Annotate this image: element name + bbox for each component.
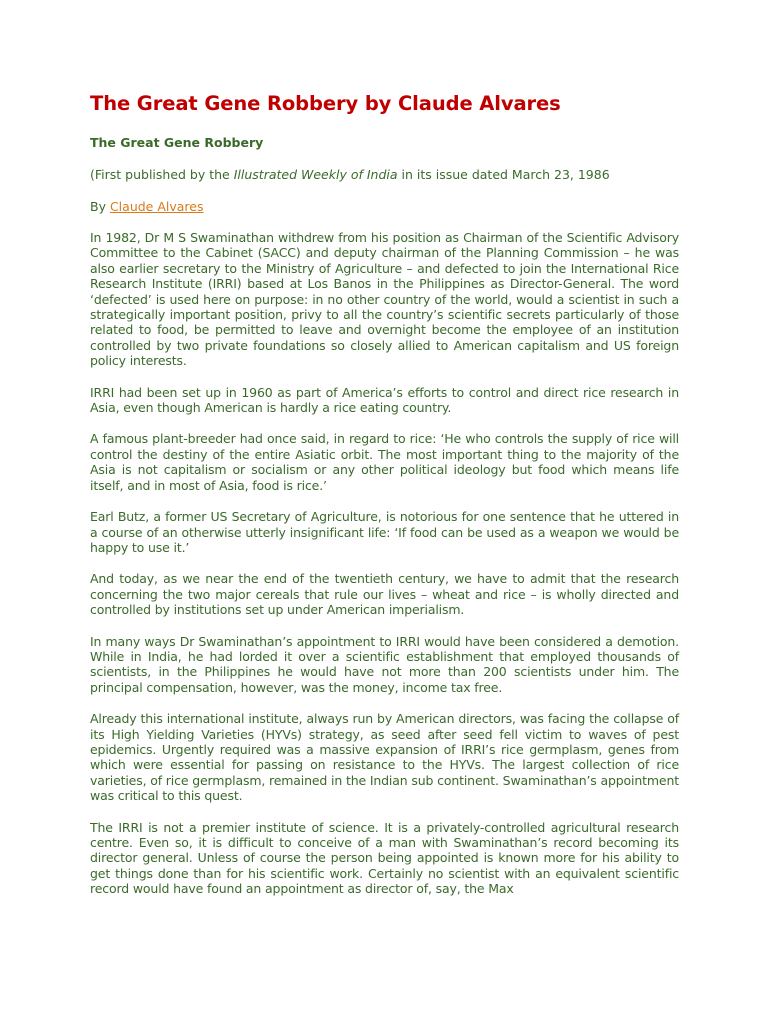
publication-note — [90, 166, 679, 183]
byline-prefix: By — [90, 199, 110, 214]
paragraph: A famous plant-breeder had once said, in regard to rice: ‘He who controls the supply of rice will control the destiny of the entire Asiatic orbit. The most important thing to the majority of the Asia is not capitalism or socialism or any other political ideology but food which means life itself, and in most of Asia, food is rice.’ — [90, 431, 679, 493]
paragraph: The IRRI is not a premier institute of science. It is a privately-controlled agricultural research centre. Even so, it is difficult to conceive of a man with Swaminathan’s record becoming its director general. Unless of course the person being appointed is known more for his ability to get things done than for his scientific work. Certainly no scientist with an equivalent scientific record would have found an appointment as director of, say, the Max — [90, 819, 679, 897]
paragraph: In many ways Dr Swaminathan’s appointment to IRRI would have been considered a demotion. While in India, he had lorded it over a scientific establishment that employed thousands of scientists, in the Philippines he would have not more than 200 scientists under him. The principal compensation, however, was the money, income tax free. — [90, 633, 679, 695]
paragraph: Earl Butz, a former US Secretary of Agriculture, is notorious for one sentence that he uttered in a course of an otherwise utterly insignificant life: ‘If food can be used as a weapon we would be happy to use it.’ — [90, 509, 679, 555]
publication-note-suffix: in its issue dated March 23, 1986 — [397, 167, 610, 182]
paragraph: And today, as we near the end of the twentieth century, we have to admit that the research concerning the two major cereals that rule our lives – wheat and rice – is wholly directed and controlled by institutions set up under American imperialism. — [90, 571, 679, 618]
author-link[interactable]: Claude Alvares — [109, 199, 204, 214]
article-page — [90, 88, 679, 913]
article-subtitle: The Great Gene Robbery — [90, 135, 264, 150]
byline — [90, 198, 679, 215]
publication-name: Illustrated Weekly of India — [233, 167, 398, 182]
paragraph: Already this international institute, always run by American directors, was facing the collapse of its High Yielding Varieties (HYVs) strategy, as seed after seed fell victim to waves of pest epidemics. Urgently required was a massive expansion of IRRI’s rice germplasm, genes from which were essential for passing on resistance to the HYVs. The largest collection of rice varieties, of rice germplasm, remained in the Indian sub continent. Swaminathan’s appointment was critical to this quest. — [90, 711, 679, 804]
paragraph: IRRI had been set up in 1960 as part of America’s efforts to control and direct rice research in Asia, even though American is hardly a rice eating country. — [90, 384, 679, 416]
paragraph: In 1982, Dr M S Swaminathan withdrew from his position as Chairman of the Scientific Advisory Committee to the Cabinet (SACC) and deputy chairman of the Planning Commission – he was also earlier secretary to the Ministry of Agriculture – and defected to join the International Rice Research Institute (IRRI) based at Los Banos in the Philippines as Director-General. The word ‘defected’ is used here on purpose: in no other country of the world, would a scientist in such a strategically important position, privy to all the country’s scientific secrets particularly of those related to food, be permitted to leave and overnight become the employee of an institution controlled by two private foundations so closely allied to American capitalism and US foreign policy interests. — [90, 230, 679, 369]
article-title: The Great Gene Robbery by Claude Alvares — [90, 92, 561, 115]
publication-note-prefix: (First published by the — [90, 167, 234, 182]
